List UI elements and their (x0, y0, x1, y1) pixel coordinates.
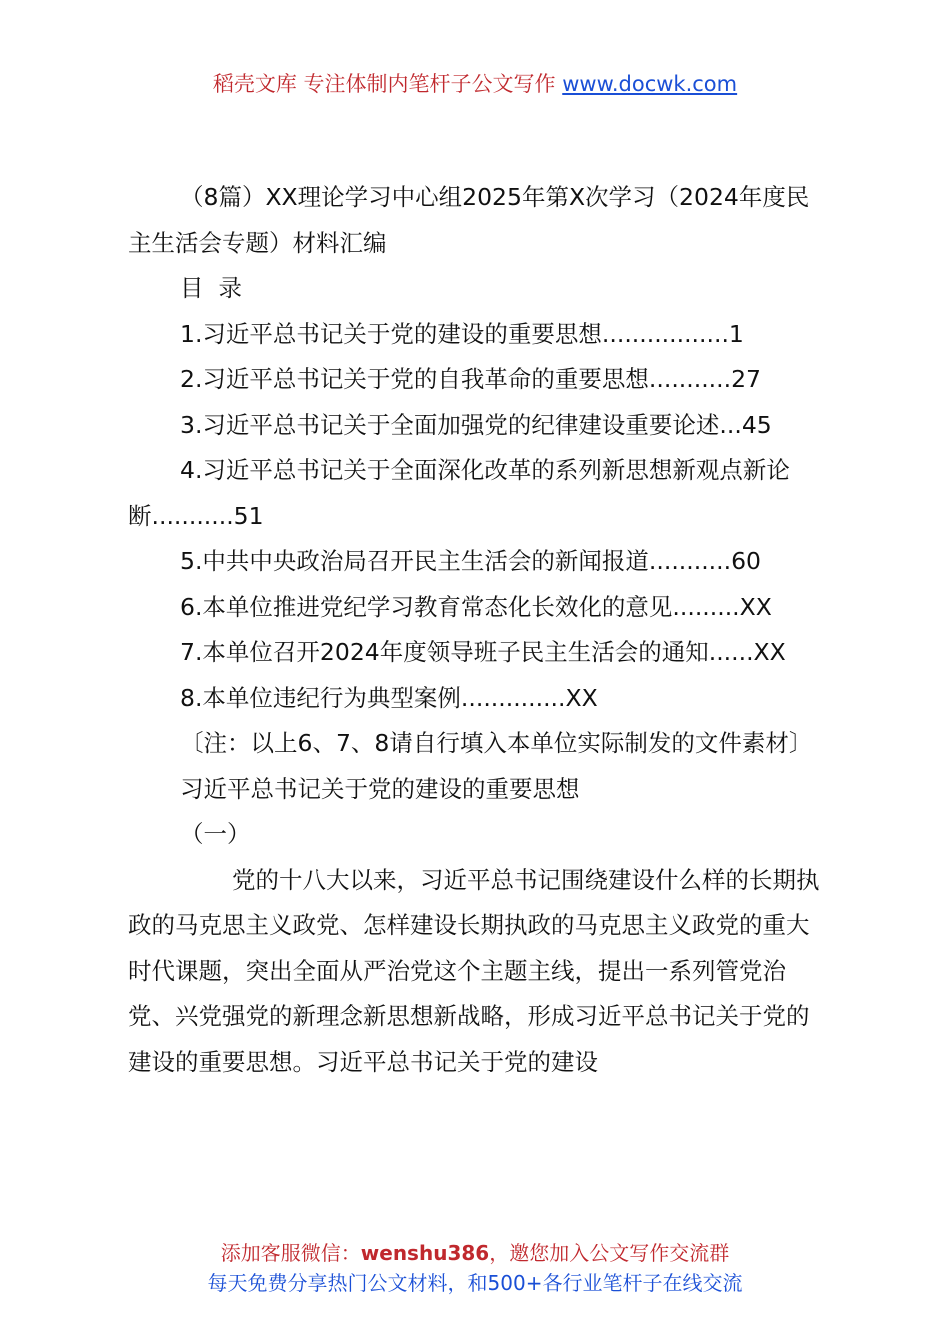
section-number: （一） (180, 820, 251, 848)
document-body (128, 175, 828, 1085)
document-title: （8篇）XX理论学习中心组2025年第X次学习（2024年度民主生活会专题）材料汇编 (128, 183, 810, 257)
toc-note: 〔注：以上6、7、8请自行填入本单位实际制发的文件素材〕 (180, 729, 813, 757)
toc-item: 2.习近平总书记关于党的自我革命的重要思想...........27 (180, 365, 761, 393)
toc-item: 6.本单位推进党纪学习教育常态化长效化的意见.........XX (180, 592, 772, 621)
toc-item: 8.本单位违纪行为典型案例..............XX (180, 683, 598, 712)
header-text: 稻壳文库 专注体制内笔杆子公文写作 (212, 72, 556, 96)
toc-item: 5.中共中央政治局召开民主生活会的新闻报道...........60 (180, 547, 761, 575)
wechat-id: wenshu386 (360, 1241, 490, 1265)
toc-item: 4.习近平总书记关于全面深化改革的系列新思想新观点新论断...........51 (128, 456, 790, 530)
footer-prefix: 添加客服微信： (220, 1241, 361, 1265)
toc-item: 3.习近平总书记关于全面加强党的纪律建设重要论述...45 (180, 410, 772, 439)
toc-heading: 目 录 (180, 274, 242, 302)
toc-item: 7.本单位召开2024年度领导班子民主生活会的通知......XX (180, 638, 786, 666)
footer-line-2: 每天免费分享热门公文材料，和500+各行业笔杆子在线交流 (207, 1271, 743, 1295)
footer-suffix: ，邀您加入公文写作交流群 (489, 1241, 730, 1265)
page-footer (0, 1238, 950, 1298)
section-title: 习近平总书记关于党的建设的重要思想 (180, 774, 580, 803)
body-paragraph: 党的十八大以来，习近平总书记围绕建设什么样的长期执政的马克思主义政党、怎样建设长期执政的马克思主义政党的重大时代课题，突出全面从严治党这个主题主线，提出一系列管党治党、兴党强党的新理念新思想新战略，形成习近平总书记关于党的建设的重要思想。习近平总书记关于党的建设 (128, 865, 820, 1076)
footer-line-1 (0, 1238, 950, 1268)
header-link[interactable]: www.docwk.com (562, 72, 738, 96)
page-header (0, 68, 950, 98)
toc-item: 1.习近平总书记关于党的建设的重要思想.................1 (180, 319, 744, 348)
